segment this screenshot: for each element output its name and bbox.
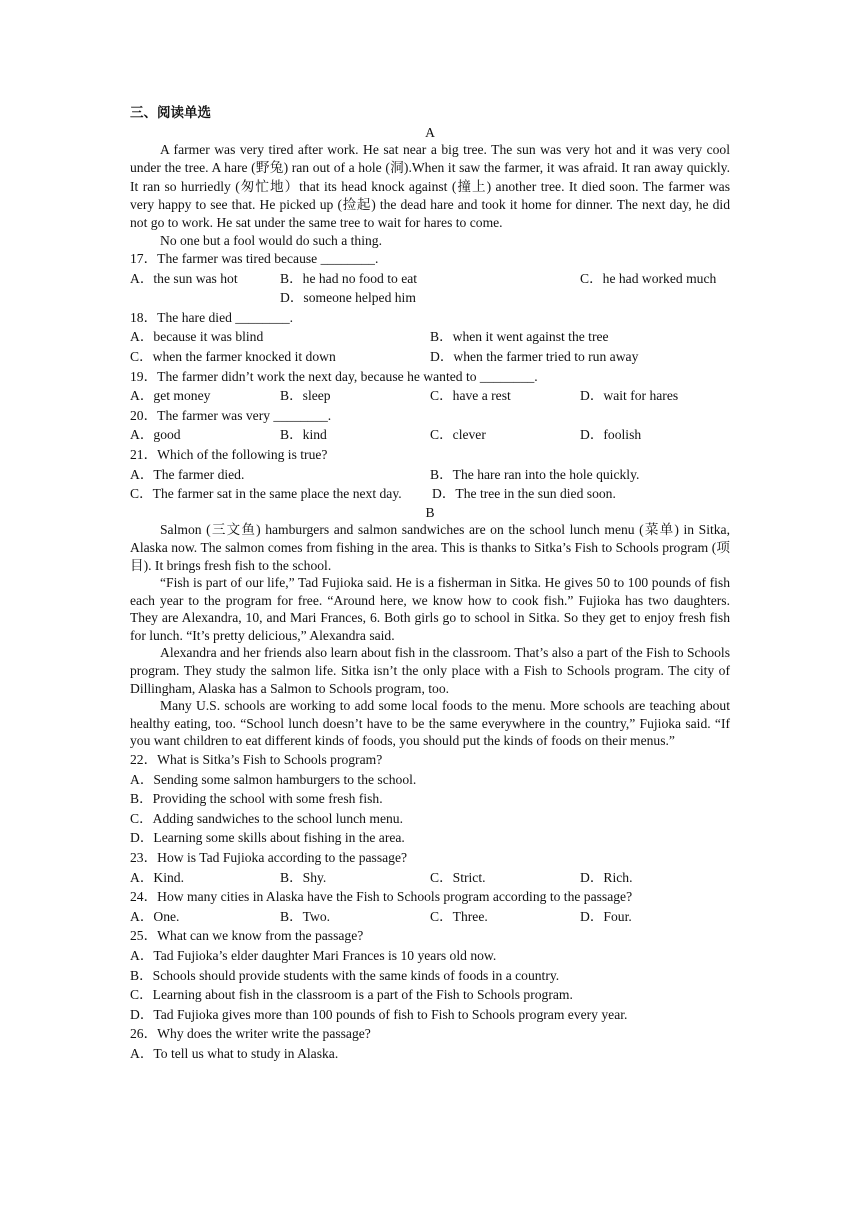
question-options [130,386,730,406]
question-stem: 25．What can we know from the passage? [130,928,364,944]
option[interactable]: A．To tell us what to study in Alaska. [130,1045,339,1061]
option[interactable]: A．because it was blind [130,329,264,345]
passage-b-paragraph: “Fish is part of our life,” Tad Fujioka said. He is a fisherman in Sitka. He gives 50 to 100 pounds of fish each year to the program for free. “Around here, we know how to cook fish.” Fujioka has two daughters. They are Alexandra, 10, and Mari Frances, 6. Both girls go to school in Sitka. So they get to enjoy fresh fish for lunch. “It’s pretty delicious,” Alexandra said. [130,575,730,643]
passage-b-paragraph: Alexandra and her friends also learn about fish in the classroom. That’s also a part of the Fish to Schools program. They study the salmon life. Sitka isn’t the only place with a Fish to Schools program. The city of Dillingham, Alaska has a Salmon to Schools program, too. [130,645,730,696]
option[interactable]: D．when the farmer tried to run away [430,349,639,365]
option[interactable]: B．Two. [280,908,331,924]
option[interactable]: D．Four. [580,908,632,924]
question-options [130,288,730,308]
question-stem: 22．What is Sitka’s Fish to Schools program? [130,752,383,768]
question-options [130,868,730,888]
option[interactable]: D．someone helped him [280,290,416,306]
question-options [130,327,730,347]
option[interactable]: C．The farmer sat in the same place the next day. [130,486,402,502]
option[interactable]: B．he had no food to eat [280,270,418,286]
option[interactable]: B．The hare ran into the hole quickly. [430,466,640,482]
option[interactable]: D．wait for hares [580,388,679,404]
option[interactable]: C．Strict. [430,869,486,885]
question-options [130,484,730,504]
option[interactable]: B．Providing the school with some fresh fish. [130,791,383,807]
passage-b-letter: B [425,504,435,520]
option[interactable]: B．sleep [280,388,331,404]
question-stem: 18．The hare died ________. [130,309,294,325]
option[interactable]: D．Learning some skills about fishing in the area. [130,830,405,846]
option[interactable]: C．Learning about fish in the classroom is a part of the Fish to Schools program. [130,987,573,1003]
option[interactable]: D．Tad Fujioka gives more than 100 pounds of fish to Fish to Schools program every year. [130,1006,628,1022]
question-options [130,465,730,485]
option[interactable]: B．kind [280,427,327,443]
question-stem: 23．How is Tad Fujioka according to the passage? [130,850,408,866]
option[interactable]: B．Shy. [280,869,327,885]
worksheet-page [130,104,730,1064]
question-stem: 26．Why does the writer write the passage? [130,1026,371,1042]
question-stem: 17．The farmer was tired because ________. [130,251,379,267]
option[interactable]: B．when it went against the tree [430,329,609,345]
option[interactable]: A．get money [130,388,211,404]
option[interactable]: B．Schools should provide students with the same kinds of foods in a country. [130,967,560,983]
question-options [130,347,730,367]
option[interactable]: C．clever [430,427,486,443]
option[interactable]: A．The farmer died. [130,466,245,482]
question-options [130,425,730,445]
option[interactable]: A．Kind. [130,869,184,885]
option[interactable]: A．good [130,427,181,443]
question-stem: 21．Which of the following is true? [130,447,328,463]
option[interactable]: A．the sun was hot [130,270,238,286]
question-options [130,269,730,289]
option[interactable]: A．Sending some salmon hamburgers to the school. [130,771,417,787]
option[interactable]: C．Three. [430,908,488,924]
passage-b-paragraph: Salmon (三文鱼) hamburgers and salmon sandwiches are on the school lunch menu (菜单) in Sitka, Alaska now. The salmon comes from fishing in the area. This is thanks to Sitka’s Fish to Schools program (项目). It brings fresh fish to the school. [130,522,730,573]
passage-a-paragraph: No one but a fool would do such a thing. [160,233,383,249]
option[interactable]: A．One. [130,908,180,924]
passage-b-paragraph: Many U.S. schools are working to add some local foods to the menu. More schools are teaching about healthy eating, too. “School lunch doesn’t have to be the same everywhere in the country,” Fujioka said. “If you want children to eat different kinds of foods, you should put the kinds of foods on their menus.” [130,698,730,749]
option[interactable]: C．he had worked much [580,270,717,286]
question-stem: 24．How many cities in Alaska have the Fish to Schools program according to the passage? [130,889,633,905]
option[interactable]: C．Adding sandwiches to the school lunch menu. [130,810,403,826]
option[interactable]: D．foolish [580,427,642,443]
section-title: 三、阅读单选 [130,105,211,121]
option[interactable]: D．Rich. [580,869,633,885]
question-stem: 19．The farmer didn’t work the next day, because he wanted to ________. [130,368,538,384]
passage-a-letter: A [425,124,435,140]
question-options [130,907,730,927]
option[interactable]: C．when the farmer knocked it down [130,349,336,365]
option[interactable]: A．Tad Fujioka’s elder daughter Mari Frances is 10 years old now. [130,947,497,963]
passage-a-paragraph: A farmer was very tired after work. He sat near a big tree. The sun was very hot and it was very cool under the tree. A hare (野兔) ran out of a hole (洞).When it saw the farmer, it was afraid. It ran away quickly. It ran so hurriedly (匆忙地）that its head knock against (撞上) another tree. It died soon. The farmer was very happy to see that. He picked up (捡起) the dead hare and took it home for dinner. The next day, he did not go to work. He sat under the same tree to wait for hares to come. [130,142,730,230]
question-stem: 20．The farmer was very ________. [130,407,332,423]
option[interactable]: C．have a rest [430,388,511,404]
option[interactable]: D．The tree in the sun died soon. [432,486,616,502]
